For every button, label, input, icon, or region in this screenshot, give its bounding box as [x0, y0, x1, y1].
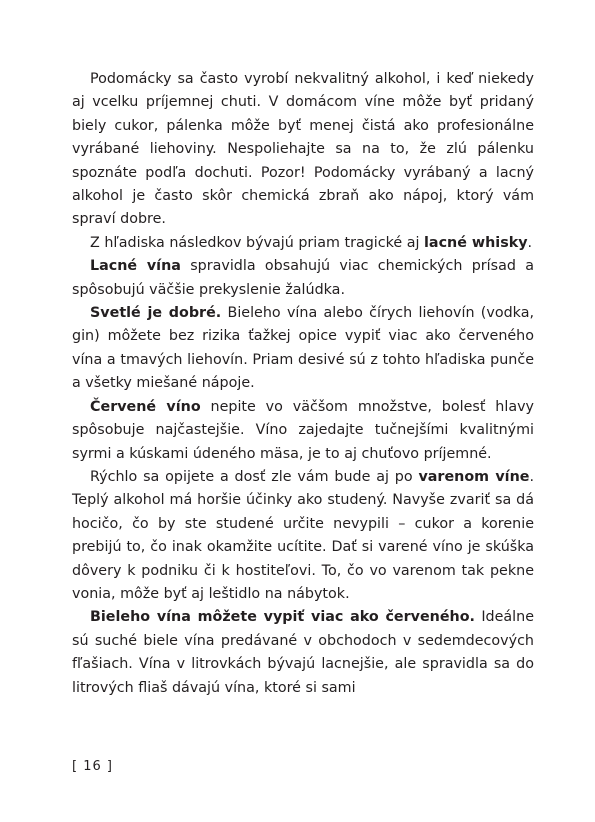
paragraph: [72, 396, 534, 466]
paragraph-text: spravidla obsahujú viac chemických prísad a spôsobujú väčšie prekyslenie žalúdka.: [72, 258, 535, 298]
paragraph-text: Podomácky sa často vyrobí nekvalitný alkohol, i keď niekedy aj vcelku príjemnej chuti. V domácom víne môže byť pridaný biely cukor, pálenka môže byť menej čistá ako profesionálne vyrábané liehoviny. Nespoliehajte sa na to, že zlú pálenku spoznáte podľa dochuti. Pozor! Podomácky vyrábaný a lacný alkohol je často skôr chemická zbraň ako nápoj, ktorý vám spraví dobre.: [72, 71, 534, 228]
paragraph-text: Bieleho vína alebo čírych liehovín (vodka, gin) môžete bez rizika ťažkej opice vypiť viac ako červeného vína a tmavých liehovín. Priam desivé sú z tohto hľadiska punče a všetky miešané nápoje.: [72, 305, 534, 392]
body-text: [72, 68, 534, 700]
paragraph: [72, 68, 534, 232]
paragraph-lead: Lacné vína: [90, 258, 181, 275]
paragraph-emphasis: lacné whisky: [424, 234, 528, 251]
paragraph-text: . Teplý alkohol má horšie účinky ako studený. Navyše zvariť sa dá hocičo, čo by ste studené určite nevypili – cukor a korenie prebijú to, čo inak okamžite ucítite. Dať si varené víno je skúška dôvery k podniku či k hostiteľovi. To, čo vo varenom tak pekne vonia, môže byť aj leštidlo na nábytok.: [72, 468, 534, 602]
paragraph-lead: Bieleho vína môžete vypiť viac ako červeného.: [90, 609, 475, 626]
paragraph-lead: Červené víno: [90, 398, 201, 415]
paragraph: [72, 255, 534, 302]
paragraph-text: nepite vo väčšom množstve, bolesť hlavy spôsobuje najčastejšie. Víno zajedajte tučnejšími kvalitnými syrmi a kúskami údeného mäsa, je to aj chuťovo príjemné.: [72, 398, 535, 462]
paragraph-text: Z hľadiska následkov bývajú priam tragické aj: [90, 234, 425, 251]
paragraph-lead: Svetlé je dobré.: [90, 305, 222, 322]
paragraph-emphasis: varenom víne: [418, 468, 530, 485]
paragraph-text: Rýchlo sa opijete a dosť zle vám bude aj po: [90, 468, 419, 485]
paragraph: [72, 232, 534, 255]
paragraph: [72, 606, 534, 700]
paragraph-text: .: [527, 234, 533, 251]
paragraph-text: Ideálne sú suché biele vína predávané v obchodoch v sedemdecových fľašiach. Vína v litrovkách bývajú lacnejšie, ale spravidla sa do litrových fliaš dávajú vína, ktoré si sami: [72, 609, 534, 696]
paragraph: [72, 466, 534, 606]
page-number: [ 16 ]: [72, 759, 113, 774]
paragraph: [72, 302, 534, 396]
